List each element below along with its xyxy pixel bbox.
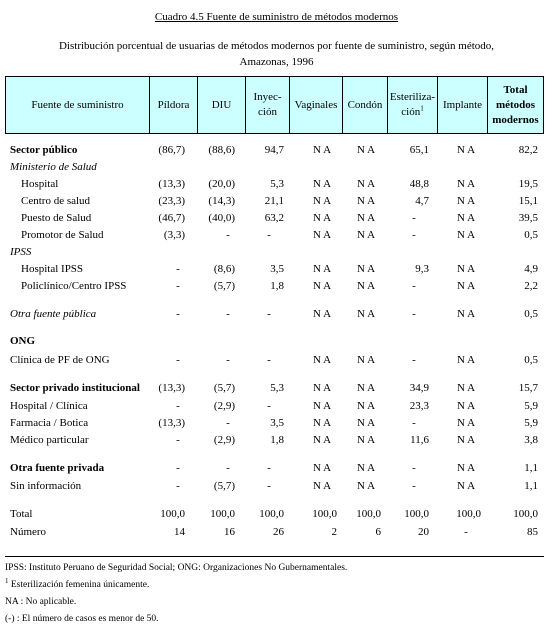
cell-condon: N A xyxy=(356,195,376,207)
cell-esterilizacion: - xyxy=(412,212,416,224)
header-total-line2: métodos xyxy=(495,98,536,111)
cell-implante: N A xyxy=(456,229,476,241)
header-total-line1: Total xyxy=(503,83,528,96)
cell-esterilizacion xyxy=(379,244,429,260)
cell-vaginales: N A xyxy=(312,417,332,429)
cell-diu: (88,6) xyxy=(208,144,235,156)
cell-condon: N A xyxy=(356,263,376,275)
table-row xyxy=(5,210,544,226)
cell-pildora: - xyxy=(176,434,180,446)
cell-pildora: (13,3) xyxy=(158,178,185,190)
cell-diu: - xyxy=(226,417,230,429)
cell-implante: N A xyxy=(456,434,476,446)
footnote-ipss: IPSS: Instituto Peruano de Seguridad Social; ONG: Organizaciones No Gubernamentales. xyxy=(5,563,348,573)
cell-condon: N A xyxy=(356,462,376,474)
cell-diu: - xyxy=(226,354,230,366)
cell-inyeccion: 3,5 xyxy=(270,417,284,429)
cell-diu: (8,6) xyxy=(213,263,235,275)
cell-pildora xyxy=(135,333,185,349)
cell-condon: N A xyxy=(356,417,376,429)
cell-esterilizacion: 9,3 xyxy=(415,263,429,275)
row-label: Hospital IPSS xyxy=(21,263,84,275)
cell-pildora: - xyxy=(176,280,180,292)
cell-inyeccion xyxy=(234,159,284,175)
cell-esterilizacion xyxy=(379,333,429,349)
cell-implante xyxy=(431,244,481,260)
cell-esterilizacion: 100,0 xyxy=(404,508,429,520)
cell-pildora xyxy=(135,244,185,260)
cell-esterilizacion: 4,7 xyxy=(415,195,429,207)
footnote-na: NA : No aplicable. xyxy=(5,597,77,607)
table-row xyxy=(5,261,544,277)
cell-diu: - xyxy=(226,229,230,241)
cell-total: 100,0 xyxy=(513,508,538,520)
cell-esterilizacion xyxy=(379,159,429,175)
cell-diu: (14,3) xyxy=(208,195,235,207)
cell-total: 15,7 xyxy=(518,382,538,394)
cell-total xyxy=(488,159,538,175)
cell-vaginales xyxy=(287,244,337,260)
cell-vaginales: N A xyxy=(312,382,332,394)
cell-vaginales: N A xyxy=(312,212,332,224)
table-row xyxy=(5,159,544,175)
cell-total: 1,1 xyxy=(524,462,538,474)
cell-diu: 100,0 xyxy=(210,508,235,520)
cell-vaginales: N A xyxy=(312,462,332,474)
header-ester-word: ción xyxy=(401,106,421,118)
cell-condon: N A xyxy=(356,212,376,224)
header-condon: Condón xyxy=(343,77,388,133)
cell-condon: N A xyxy=(356,434,376,446)
cell-implante: N A xyxy=(456,280,476,292)
cell-total: 0,5 xyxy=(524,308,538,320)
cell-pildora: 14 xyxy=(174,526,185,538)
cell-inyeccion: 1,8 xyxy=(270,434,284,446)
table-title: Cuadro 4.5 Fuente de suministro de métodos modernos xyxy=(154,11,399,23)
table-row xyxy=(5,306,544,322)
cell-condon: 6 xyxy=(375,526,381,538)
row-label: Médico particular xyxy=(10,434,89,446)
table-header xyxy=(5,76,544,134)
cell-pildora: (86,7) xyxy=(158,144,185,156)
table-row xyxy=(5,460,544,476)
row-label: Otra fuente privada xyxy=(10,462,105,474)
cell-implante xyxy=(431,159,481,175)
cell-vaginales: N A xyxy=(312,354,332,366)
cell-esterilizacion: - xyxy=(412,308,416,320)
footnote-ester-text: Esterilización femenina únicamente. xyxy=(10,580,150,590)
cell-esterilizacion: - xyxy=(412,417,416,429)
cell-esterilizacion: - xyxy=(412,280,416,292)
cell-condon: N A xyxy=(356,308,376,320)
cell-diu xyxy=(185,244,235,260)
header-ester-line1: Esteriliza- xyxy=(389,91,436,103)
cell-total: 5,9 xyxy=(524,400,538,412)
cell-implante: N A xyxy=(456,382,476,394)
cell-esterilizacion: 34,9 xyxy=(409,382,429,394)
cell-pildora: - xyxy=(176,462,180,474)
cell-condon: N A xyxy=(356,400,376,412)
cell-implante: N A xyxy=(456,212,476,224)
cell-pildora: (13,3) xyxy=(158,382,185,394)
cell-condon: 100,0 xyxy=(356,508,381,520)
table-row xyxy=(5,398,544,414)
cell-inyeccion: - xyxy=(267,354,271,366)
cell-diu: (20,0) xyxy=(208,178,235,190)
cell-total: 1,1 xyxy=(524,480,538,492)
cell-esterilizacion: - xyxy=(412,462,416,474)
cell-inyeccion: - xyxy=(267,308,271,320)
cell-esterilizacion: 48,8 xyxy=(409,178,429,190)
subtitle-line-1: Distribución porcentual de usuarias de métodos modernos por fuente de suministro, según método, xyxy=(58,40,495,52)
cell-implante: N A xyxy=(456,417,476,429)
cell-pildora: - xyxy=(176,308,180,320)
cell-inyeccion xyxy=(234,244,284,260)
row-label: Número xyxy=(10,526,47,538)
row-label: Clínica de PF de ONG xyxy=(10,354,110,366)
cell-diu: (5,7) xyxy=(213,280,235,292)
cell-total: 2,2 xyxy=(524,280,538,292)
cell-inyeccion: - xyxy=(267,480,271,492)
cell-inyeccion: 1,8 xyxy=(270,280,284,292)
cell-condon: N A xyxy=(356,354,376,366)
cell-esterilizacion: 23,3 xyxy=(409,400,429,412)
table-row xyxy=(5,227,544,243)
cell-total: 5,9 xyxy=(524,417,538,429)
header-ester-footnote: 1 xyxy=(420,104,424,113)
row-label: Otra fuente pública xyxy=(10,308,97,320)
row-label: Sin información xyxy=(10,480,82,492)
cell-condon xyxy=(331,244,381,260)
table-row xyxy=(5,176,544,192)
cell-implante: N A xyxy=(456,480,476,492)
cell-inyeccion: 94,7 xyxy=(264,144,284,156)
footnote-ester-marker: 1 xyxy=(5,576,9,585)
cell-pildora: - xyxy=(176,354,180,366)
cell-diu: (5,7) xyxy=(213,382,235,394)
cell-diu xyxy=(185,159,235,175)
cell-esterilizacion: - xyxy=(412,229,416,241)
cell-total xyxy=(488,333,538,349)
cell-vaginales xyxy=(287,159,337,175)
cell-total: 85 xyxy=(527,526,538,538)
row-label: Hospital / Clínica xyxy=(10,400,88,412)
header-source: Fuente de suministro xyxy=(6,77,150,133)
header-pildora: Píldora xyxy=(150,77,198,133)
cell-pildora: (3,3) xyxy=(163,229,185,241)
cell-vaginales: N A xyxy=(312,229,332,241)
cell-inyeccion: 21,1 xyxy=(264,195,284,207)
cell-implante xyxy=(431,333,481,349)
row-label: Sector privado institucional xyxy=(10,382,140,394)
cell-diu: (40,0) xyxy=(208,212,235,224)
cell-vaginales: 2 xyxy=(331,526,337,538)
table-row xyxy=(5,244,544,260)
cell-total: 3,8 xyxy=(524,434,538,446)
table-row xyxy=(5,478,544,494)
row-label: Farmacia / Botica xyxy=(10,417,89,429)
table-row xyxy=(5,415,544,431)
row-label: Hospital xyxy=(21,178,59,190)
row-label: Promotor de Salud xyxy=(21,229,104,241)
cell-implante: N A xyxy=(456,308,476,320)
cell-condon: N A xyxy=(356,280,376,292)
cell-implante: N A xyxy=(456,354,476,366)
header-total xyxy=(488,77,543,133)
cell-total: 39,5 xyxy=(518,212,538,224)
cell-implante: 100,0 xyxy=(456,508,481,520)
cell-condon: N A xyxy=(356,382,376,394)
subtitle-line-2: Amazonas, 1996 xyxy=(239,56,314,68)
cell-total: 82,2 xyxy=(518,144,538,156)
cell-inyeccion: 63,2 xyxy=(264,212,284,224)
cell-inyeccion: 100,0 xyxy=(259,508,284,520)
cell-vaginales: 100,0 xyxy=(312,508,337,520)
row-label: Policlínico/Centro IPSS xyxy=(21,280,127,292)
header-ester-line2 xyxy=(401,105,423,120)
cell-diu xyxy=(185,333,235,349)
cell-condon: N A xyxy=(356,178,376,190)
cell-implante: N A xyxy=(456,178,476,190)
cell-implante: N A xyxy=(456,400,476,412)
cell-inyeccion: 5,3 xyxy=(270,178,284,190)
cell-diu: - xyxy=(226,308,230,320)
cell-inyeccion: 5,3 xyxy=(270,382,284,394)
cell-pildora: (23,3) xyxy=(158,195,185,207)
cell-implante: N A xyxy=(456,263,476,275)
table-row xyxy=(5,142,544,158)
footnotes xyxy=(5,560,347,628)
cell-pildora: (13,3) xyxy=(158,417,185,429)
table-row xyxy=(5,278,544,294)
cell-pildora: 100,0 xyxy=(160,508,185,520)
cell-pildora: - xyxy=(176,400,180,412)
cell-pildora xyxy=(135,159,185,175)
cell-inyeccion: - xyxy=(267,400,271,412)
table-bottom-rule xyxy=(5,556,544,557)
cell-pildora: (46,7) xyxy=(158,212,185,224)
cell-implante: - xyxy=(464,526,468,538)
table-row xyxy=(5,193,544,209)
header-total-line3: modernos xyxy=(492,113,539,126)
cell-vaginales: N A xyxy=(312,144,332,156)
cell-total: 0,5 xyxy=(524,229,538,241)
cell-condon: N A xyxy=(356,480,376,492)
cell-pildora: - xyxy=(176,480,180,492)
row-label: Puesto de Salud xyxy=(21,212,92,224)
cell-total: 0,5 xyxy=(524,354,538,366)
table-row xyxy=(5,506,544,522)
row-label: Total xyxy=(10,508,33,520)
cell-diu: 16 xyxy=(224,526,235,538)
table-row xyxy=(5,352,544,368)
row-label: Sector público xyxy=(10,144,78,156)
row-label: Ministerio de Salud xyxy=(10,161,97,173)
table-row xyxy=(5,333,544,349)
header-implante: Implante xyxy=(438,77,488,133)
cell-esterilizacion: - xyxy=(412,354,416,366)
cell-vaginales: N A xyxy=(312,195,332,207)
cell-implante: N A xyxy=(456,462,476,474)
table-row xyxy=(5,432,544,448)
cell-diu: (5,7) xyxy=(213,480,235,492)
cell-esterilizacion: 11,6 xyxy=(410,434,429,446)
cell-vaginales: N A xyxy=(312,280,332,292)
cell-vaginales: N A xyxy=(312,263,332,275)
row-label: IPSS xyxy=(10,246,32,258)
cell-pildora: - xyxy=(176,263,180,275)
cell-vaginales: N A xyxy=(312,400,332,412)
footnote-esterilizacion xyxy=(5,577,347,594)
header-inyeccion-line1: Inyec- xyxy=(253,91,282,103)
row-label: Centro de salud xyxy=(21,195,91,207)
header-diu: DIU xyxy=(198,77,246,133)
cell-implante: N A xyxy=(456,195,476,207)
cell-vaginales: N A xyxy=(312,480,332,492)
header-inyeccion xyxy=(246,77,290,133)
cell-condon: N A xyxy=(356,229,376,241)
table-row xyxy=(5,380,544,396)
cell-vaginales xyxy=(287,333,337,349)
cell-esterilizacion: - xyxy=(412,480,416,492)
table-row xyxy=(5,524,544,540)
cell-total xyxy=(488,244,538,260)
cell-total: 4,9 xyxy=(524,263,538,275)
table-subtitle xyxy=(30,38,523,70)
footnote-dash: (-) : El número de casos es menor de 50. xyxy=(5,614,159,624)
cell-condon: N A xyxy=(356,144,376,156)
cell-inyeccion: - xyxy=(267,229,271,241)
cell-esterilizacion: 20 xyxy=(418,526,429,538)
cell-inyeccion xyxy=(234,333,284,349)
cell-total: 19,5 xyxy=(518,178,538,190)
header-inyeccion-line2: ción xyxy=(258,106,277,118)
cell-total: 15,1 xyxy=(518,195,538,207)
cell-inyeccion: - xyxy=(267,462,271,474)
cell-inyeccion: 26 xyxy=(273,526,284,538)
cell-inyeccion: 3,5 xyxy=(270,263,284,275)
header-vaginales: Vaginales xyxy=(290,77,343,133)
cell-vaginales: N A xyxy=(312,178,332,190)
cell-diu: (2,9) xyxy=(213,400,235,412)
cell-vaginales: N A xyxy=(312,434,332,446)
cell-esterilizacion: 65,1 xyxy=(409,144,429,156)
cell-diu: - xyxy=(226,462,230,474)
header-esterilizacion xyxy=(388,77,438,133)
cell-implante: N A xyxy=(456,144,476,156)
cell-diu: (2,9) xyxy=(213,434,235,446)
row-label: ONG xyxy=(10,335,36,347)
cell-condon xyxy=(331,333,381,349)
cell-vaginales: N A xyxy=(312,308,332,320)
cell-condon xyxy=(331,159,381,175)
